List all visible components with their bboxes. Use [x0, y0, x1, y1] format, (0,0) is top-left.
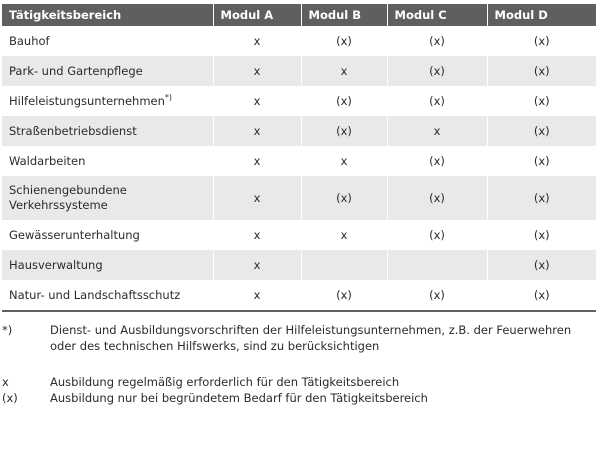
- modul-b-cell: (x): [301, 280, 387, 311]
- legend-key: x: [2, 375, 9, 389]
- header-area: Tätigkeitsbereich: [2, 4, 213, 26]
- legend-key: (x): [2, 391, 18, 405]
- modul-c-cell: (x): [387, 280, 487, 311]
- legend: [2, 374, 596, 406]
- modul-a-cell: x: [213, 280, 301, 311]
- modul-c-cell: (x): [387, 86, 487, 116]
- table-row: [2, 146, 596, 176]
- area-label: Hilfeleistungsunternehmen: [9, 94, 165, 108]
- footnote-key: *): [2, 323, 13, 337]
- modul-a-cell: x: [213, 176, 301, 220]
- modul-b-cell: (x): [301, 116, 387, 146]
- header-modul-a: Modul A: [213, 4, 301, 26]
- modul-d-cell: (x): [487, 280, 596, 311]
- table-row: [2, 280, 596, 311]
- modul-a-cell: x: [213, 26, 301, 56]
- footnote: [2, 322, 596, 354]
- footnote-text: Dienst- und Ausbildungsvorschriften der Hilfeleistungsunternehmen, z.B. der Feuerwehren oder des technischen Hilfswerks, sind zu berücksichtigen: [50, 323, 572, 353]
- modul-b-cell: x: [301, 220, 387, 250]
- legend-text: Ausbildung regelmäßig erforderlich für den Tätigkeitsbereich: [50, 375, 400, 389]
- notes-section: [2, 322, 596, 406]
- modul-b-cell: x: [301, 146, 387, 176]
- modul-b-cell: x: [301, 56, 387, 86]
- table-row: [2, 26, 596, 56]
- table-row: [2, 116, 596, 146]
- modul-d-cell: (x): [487, 86, 596, 116]
- modul-d-cell: (x): [487, 56, 596, 86]
- modul-a-cell: x: [213, 220, 301, 250]
- area-cell: Waldarbeiten: [2, 146, 213, 176]
- modul-c-cell: [387, 250, 487, 280]
- legend-item: [2, 374, 596, 390]
- modul-c-cell: (x): [387, 146, 487, 176]
- modul-a-cell: x: [213, 116, 301, 146]
- table-row: [2, 220, 596, 250]
- footnote-marker: *): [164, 93, 173, 103]
- table-row: [2, 250, 596, 280]
- modul-d-cell: (x): [487, 220, 596, 250]
- legend-text: Ausbildung nur bei begründetem Bedarf für den Tätigkeitsbereich: [50, 391, 428, 405]
- area-cell: Natur- und Landschaftsschutz: [2, 280, 213, 311]
- header-modul-b: Modul B: [301, 4, 387, 26]
- modul-d-cell: (x): [487, 146, 596, 176]
- modul-c-cell: (x): [387, 56, 487, 86]
- modul-b-cell: (x): [301, 26, 387, 56]
- table-row: [2, 176, 596, 220]
- area-cell: Straßenbetriebsdienst: [2, 116, 213, 146]
- area-cell: Hausverwaltung: [2, 250, 213, 280]
- modul-a-cell: x: [213, 86, 301, 116]
- table-row: [2, 86, 596, 116]
- area-cell: Gewässerunterhaltung: [2, 220, 213, 250]
- modul-c-cell: x: [387, 116, 487, 146]
- area-cell: Park- und Gartenpflege: [2, 56, 213, 86]
- modul-c-cell: (x): [387, 176, 487, 220]
- modul-a-cell: x: [213, 146, 301, 176]
- modul-b-cell: [301, 250, 387, 280]
- module-table: [2, 4, 596, 312]
- header-modul-c: Modul C: [387, 4, 487, 26]
- area-cell: Bauhof: [2, 26, 213, 56]
- modul-d-cell: (x): [487, 176, 596, 220]
- legend-item: [2, 390, 596, 406]
- modul-b-cell: (x): [301, 86, 387, 116]
- area-cell: Schienengebundene Verkehrssysteme: [2, 176, 213, 220]
- table-header-row: [2, 4, 596, 26]
- modul-c-cell: (x): [387, 26, 487, 56]
- modul-b-cell: (x): [301, 176, 387, 220]
- modul-d-cell: (x): [487, 250, 596, 280]
- modul-d-cell: (x): [487, 26, 596, 56]
- table-row: [2, 56, 596, 86]
- header-modul-d: Modul D: [487, 4, 596, 26]
- modul-d-cell: (x): [487, 116, 596, 146]
- modul-a-cell: x: [213, 250, 301, 280]
- area-cell: [2, 86, 213, 116]
- modul-a-cell: x: [213, 56, 301, 86]
- modul-c-cell: (x): [387, 220, 487, 250]
